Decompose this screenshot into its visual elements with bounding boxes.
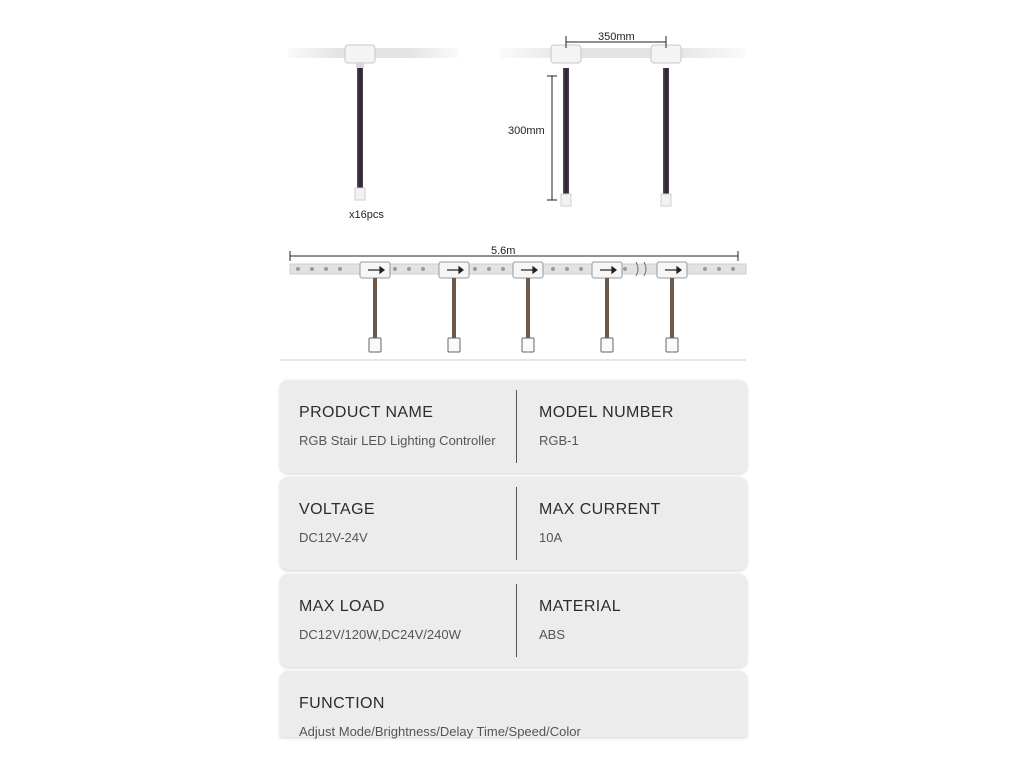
single-connector-illustration (288, 45, 458, 221)
spec-value: DC12V/120W,DC24V/240W (299, 627, 461, 642)
strip-length-label: 5.6m (491, 245, 516, 257)
spec-value: RGB Stair LED Lighting Controller (299, 433, 496, 448)
column-divider (516, 390, 517, 463)
spacing-label: 350mm (598, 31, 635, 43)
product-name-cell (299, 380, 514, 473)
voltage-cell (299, 477, 514, 570)
spec-value: 10A (539, 530, 563, 545)
spec-card-load (280, 574, 747, 667)
spec-value: DC12V-24V (299, 530, 368, 545)
quantity-label: x16pcs (349, 209, 384, 221)
spec-title: PRODUCT NAME (299, 404, 434, 421)
spec-title: MATERIAL (539, 598, 622, 615)
spec-card-electrical (280, 477, 747, 570)
model-number-cell (539, 380, 739, 473)
spec-value: ABS (539, 627, 566, 642)
max-load-cell (299, 574, 514, 667)
spec-title: MAX LOAD (299, 598, 385, 615)
spec-card-product (280, 380, 747, 473)
spec-title: FUNCTION (299, 695, 385, 712)
column-divider (516, 487, 517, 560)
spec-value: RGB-1 (539, 433, 579, 448)
spec-value: Adjust Mode/Brightness/Delay Time/Speed/Color (299, 724, 581, 739)
max-current-cell (539, 477, 739, 570)
function-cell (299, 671, 739, 737)
spec-title: VOLTAGE (299, 501, 376, 518)
product-diagram (0, 0, 1024, 370)
strip-length-illustration (280, 245, 746, 360)
column-divider (516, 584, 517, 657)
cable-length-label: 300mm (508, 125, 545, 137)
spec-title: MAX CURRENT (539, 501, 661, 518)
material-cell (539, 574, 739, 667)
dimension-illustration (500, 31, 745, 206)
spec-title: MODEL NUMBER (539, 404, 674, 421)
spec-card-function (280, 671, 747, 737)
